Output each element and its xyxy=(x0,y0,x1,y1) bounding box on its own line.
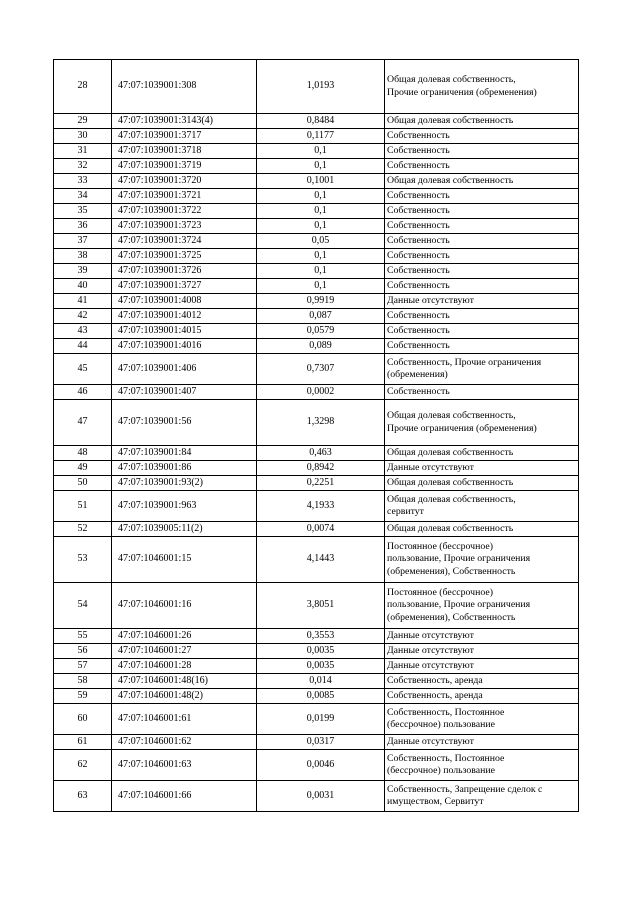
table-row xyxy=(54,249,579,264)
row-number-cell: 31 xyxy=(54,144,112,159)
table-row xyxy=(54,189,579,204)
table-row xyxy=(54,174,579,189)
area-cell: 0,1 xyxy=(257,159,385,174)
row-number-cell: 29 xyxy=(54,114,112,129)
table-row xyxy=(54,750,579,781)
row-number-cell: 33 xyxy=(54,174,112,189)
row-number-cell: 63 xyxy=(54,781,112,812)
right-type-cell: Собственность xyxy=(385,324,579,339)
row-number-cell: 37 xyxy=(54,234,112,249)
area-cell: 0,0317 xyxy=(257,735,385,750)
table-row xyxy=(54,324,579,339)
cadastral-number-cell: 47:07:1039001:3721 xyxy=(112,189,257,204)
table-row xyxy=(54,294,579,309)
area-cell: 0,0031 xyxy=(257,781,385,812)
cadastral-number-cell: 47:07:1046001:61 xyxy=(112,704,257,735)
row-number-cell: 48 xyxy=(54,446,112,461)
right-type-cell: Собственность, аренда xyxy=(385,689,579,704)
area-cell: 0,9919 xyxy=(257,294,385,309)
cadastral-number-cell: 47:07:1039001:3717 xyxy=(112,129,257,144)
right-type-cell: Собственность xyxy=(385,339,579,354)
table-row xyxy=(54,129,579,144)
area-cell: 0,0035 xyxy=(257,644,385,659)
area-cell: 0,014 xyxy=(257,674,385,689)
area-cell: 3,8051 xyxy=(257,583,385,629)
area-cell: 0,2251 xyxy=(257,476,385,491)
table-row xyxy=(54,204,579,219)
cadastral-number-cell: 47:07:1046001:15 xyxy=(112,537,257,583)
cadastral-number-cell: 47:07:1046001:63 xyxy=(112,750,257,781)
right-type-cell: Общая долевая собственность xyxy=(385,476,579,491)
table-row xyxy=(54,583,579,629)
area-cell: 0,089 xyxy=(257,339,385,354)
cadastral-number-cell: 47:07:1039001:406 xyxy=(112,354,257,385)
row-number-cell: 32 xyxy=(54,159,112,174)
area-cell: 0,3553 xyxy=(257,629,385,644)
table-row xyxy=(54,234,579,249)
row-number-cell: 39 xyxy=(54,264,112,279)
area-cell: 4,1933 xyxy=(257,491,385,522)
row-number-cell: 58 xyxy=(54,674,112,689)
row-number-cell: 57 xyxy=(54,659,112,674)
table-row xyxy=(54,781,579,812)
cadastral-number-cell: 47:07:1046001:27 xyxy=(112,644,257,659)
table-row xyxy=(54,264,579,279)
cadastral-number-cell: 47:07:1039001:3724 xyxy=(112,234,257,249)
table-row xyxy=(54,461,579,476)
row-number-cell: 60 xyxy=(54,704,112,735)
table-row xyxy=(54,159,579,174)
right-type-cell: Данные отсутствуют xyxy=(385,629,579,644)
row-number-cell: 45 xyxy=(54,354,112,385)
table-row xyxy=(54,644,579,659)
area-cell: 0,0199 xyxy=(257,704,385,735)
area-cell: 0,8484 xyxy=(257,114,385,129)
cadastral-number-cell: 47:07:1046001:66 xyxy=(112,781,257,812)
cadastral-number-cell: 47:07:1039001:963 xyxy=(112,491,257,522)
right-type-cell: Собственность xyxy=(385,279,579,294)
right-type-cell: Собственность xyxy=(385,385,579,400)
cadastral-number-cell: 47:07:1046001:62 xyxy=(112,735,257,750)
area-cell: 0,05 xyxy=(257,234,385,249)
table-row xyxy=(54,354,579,385)
table-row xyxy=(54,144,579,159)
area-cell: 1,3298 xyxy=(257,400,385,446)
cadastral-number-cell: 47:07:1039001:3718 xyxy=(112,144,257,159)
right-type-cell: Данные отсутствуют xyxy=(385,659,579,674)
right-type-cell: Собственность, Постоянное (бессрочное) пользование xyxy=(385,750,579,781)
row-number-cell: 62 xyxy=(54,750,112,781)
area-cell: 0,1177 xyxy=(257,129,385,144)
right-type-cell: Собственность xyxy=(385,204,579,219)
cadastral-number-cell: 47:07:1039001:3720 xyxy=(112,174,257,189)
cadastral-number-cell: 47:07:1039001:308 xyxy=(112,60,257,114)
right-type-cell: Собственность xyxy=(385,219,579,234)
right-type-cell: Общая долевая собственность xyxy=(385,446,579,461)
table-row xyxy=(54,446,579,461)
area-cell: 0,087 xyxy=(257,309,385,324)
table-body xyxy=(54,60,579,812)
area-cell: 0,1 xyxy=(257,219,385,234)
row-number-cell: 28 xyxy=(54,60,112,114)
table-row xyxy=(54,400,579,446)
row-number-cell: 53 xyxy=(54,537,112,583)
right-type-cell: Собственность xyxy=(385,234,579,249)
land-plots-table xyxy=(53,59,579,812)
table-row xyxy=(54,659,579,674)
right-type-cell: Собственность xyxy=(385,129,579,144)
cadastral-number-cell: 47:07:1039001:4016 xyxy=(112,339,257,354)
right-type-cell: Собственность xyxy=(385,309,579,324)
area-cell: 0,0035 xyxy=(257,659,385,674)
area-cell: 4,1443 xyxy=(257,537,385,583)
table-row xyxy=(54,629,579,644)
table-row xyxy=(54,309,579,324)
table-row xyxy=(54,522,579,537)
table-row xyxy=(54,537,579,583)
table-row xyxy=(54,219,579,234)
table-row xyxy=(54,689,579,704)
table-row xyxy=(54,735,579,750)
right-type-cell: Собственность, Постоянное (бессрочное) пользование xyxy=(385,704,579,735)
cadastral-number-cell: 47:07:1039001:3723 xyxy=(112,219,257,234)
cadastral-number-cell: 47:07:1039001:56 xyxy=(112,400,257,446)
cadastral-number-cell: 47:07:1039001:3727 xyxy=(112,279,257,294)
area-cell: 0,1 xyxy=(257,189,385,204)
right-type-cell: Общая долевая собственность, Прочие ограничения (обременения) xyxy=(385,60,579,114)
cadastral-number-cell: 47:07:1039001:3143(4) xyxy=(112,114,257,129)
cadastral-number-cell: 47:07:1039001:407 xyxy=(112,385,257,400)
cadastral-number-cell: 47:07:1046001:48(16) xyxy=(112,674,257,689)
row-number-cell: 42 xyxy=(54,309,112,324)
right-type-cell: Данные отсутствуют xyxy=(385,644,579,659)
right-type-cell: Собственность, аренда xyxy=(385,674,579,689)
row-number-cell: 47 xyxy=(54,400,112,446)
right-type-cell: Общая долевая собственность, Прочие ограничения (обременения) xyxy=(385,400,579,446)
table-row xyxy=(54,279,579,294)
right-type-cell: Общая долевая собственность xyxy=(385,114,579,129)
right-type-cell: Собственность xyxy=(385,189,579,204)
area-cell: 0,0579 xyxy=(257,324,385,339)
area-cell: 0,1 xyxy=(257,204,385,219)
right-type-cell: Собственность xyxy=(385,264,579,279)
cadastral-number-cell: 47:07:1046001:28 xyxy=(112,659,257,674)
right-type-cell: Общая долевая собственность xyxy=(385,522,579,537)
table-row xyxy=(54,674,579,689)
row-number-cell: 61 xyxy=(54,735,112,750)
row-number-cell: 44 xyxy=(54,339,112,354)
cadastral-number-cell: 47:07:1039001:3725 xyxy=(112,249,257,264)
row-number-cell: 46 xyxy=(54,385,112,400)
row-number-cell: 30 xyxy=(54,129,112,144)
row-number-cell: 36 xyxy=(54,219,112,234)
cadastral-number-cell: 47:07:1039001:4015 xyxy=(112,324,257,339)
cadastral-number-cell: 47:07:1039001:3719 xyxy=(112,159,257,174)
table-row xyxy=(54,60,579,114)
right-type-cell: Собственность xyxy=(385,249,579,264)
area-cell: 0,0085 xyxy=(257,689,385,704)
table-row xyxy=(54,476,579,491)
row-number-cell: 51 xyxy=(54,491,112,522)
row-number-cell: 50 xyxy=(54,476,112,491)
right-type-cell: Данные отсутствуют xyxy=(385,735,579,750)
right-type-cell: Собственность, Прочие ограничения (обременения) xyxy=(385,354,579,385)
cadastral-number-cell: 47:07:1046001:48(2) xyxy=(112,689,257,704)
row-number-cell: 56 xyxy=(54,644,112,659)
area-cell: 0,1001 xyxy=(257,174,385,189)
row-number-cell: 49 xyxy=(54,461,112,476)
cadastral-number-cell: 47:07:1039001:3726 xyxy=(112,264,257,279)
right-type-cell: Общая долевая собственность xyxy=(385,174,579,189)
table-row xyxy=(54,339,579,354)
right-type-cell: Собственность, Запрещение сделок с имуществом, Сервитут xyxy=(385,781,579,812)
right-type-cell: Общая долевая собственность, сервитут xyxy=(385,491,579,522)
cadastral-number-cell: 47:07:1039005:11(2) xyxy=(112,522,257,537)
cadastral-number-cell: 47:07:1039001:86 xyxy=(112,461,257,476)
row-number-cell: 40 xyxy=(54,279,112,294)
cadastral-number-cell: 47:07:1046001:26 xyxy=(112,629,257,644)
right-type-cell: Постоянное (бессрочное) пользование, Прочие ограничения (обременения), Собственность xyxy=(385,583,579,629)
area-cell: 0,463 xyxy=(257,446,385,461)
cadastral-number-cell: 47:07:1039001:93(2) xyxy=(112,476,257,491)
cadastral-number-cell: 47:07:1039001:3722 xyxy=(112,204,257,219)
cadastral-number-cell: 47:07:1039001:84 xyxy=(112,446,257,461)
area-cell: 0,7307 xyxy=(257,354,385,385)
area-cell: 0,8942 xyxy=(257,461,385,476)
right-type-cell: Собственность xyxy=(385,144,579,159)
row-number-cell: 52 xyxy=(54,522,112,537)
right-type-cell: Постоянное (бессрочное) пользование, Прочие ограничения (обременения), Собственность xyxy=(385,537,579,583)
area-cell: 1,0193 xyxy=(257,60,385,114)
table-row xyxy=(54,704,579,735)
row-number-cell: 59 xyxy=(54,689,112,704)
cadastral-number-cell: 47:07:1039001:4012 xyxy=(112,309,257,324)
row-number-cell: 55 xyxy=(54,629,112,644)
right-type-cell: Данные отсутствуют xyxy=(385,294,579,309)
right-type-cell: Данные отсутствуют xyxy=(385,461,579,476)
right-type-cell: Собственность xyxy=(385,159,579,174)
area-cell: 0,0046 xyxy=(257,750,385,781)
row-number-cell: 38 xyxy=(54,249,112,264)
cadastral-number-cell: 47:07:1046001:16 xyxy=(112,583,257,629)
row-number-cell: 54 xyxy=(54,583,112,629)
area-cell: 0,0002 xyxy=(257,385,385,400)
area-cell: 0,1 xyxy=(257,249,385,264)
table-row xyxy=(54,385,579,400)
row-number-cell: 34 xyxy=(54,189,112,204)
area-cell: 0,0074 xyxy=(257,522,385,537)
table-row xyxy=(54,491,579,522)
area-cell: 0,1 xyxy=(257,264,385,279)
row-number-cell: 35 xyxy=(54,204,112,219)
area-cell: 0,1 xyxy=(257,279,385,294)
row-number-cell: 43 xyxy=(54,324,112,339)
row-number-cell: 41 xyxy=(54,294,112,309)
cadastral-number-cell: 47:07:1039001:4008 xyxy=(112,294,257,309)
table-row xyxy=(54,114,579,129)
area-cell: 0,1 xyxy=(257,144,385,159)
